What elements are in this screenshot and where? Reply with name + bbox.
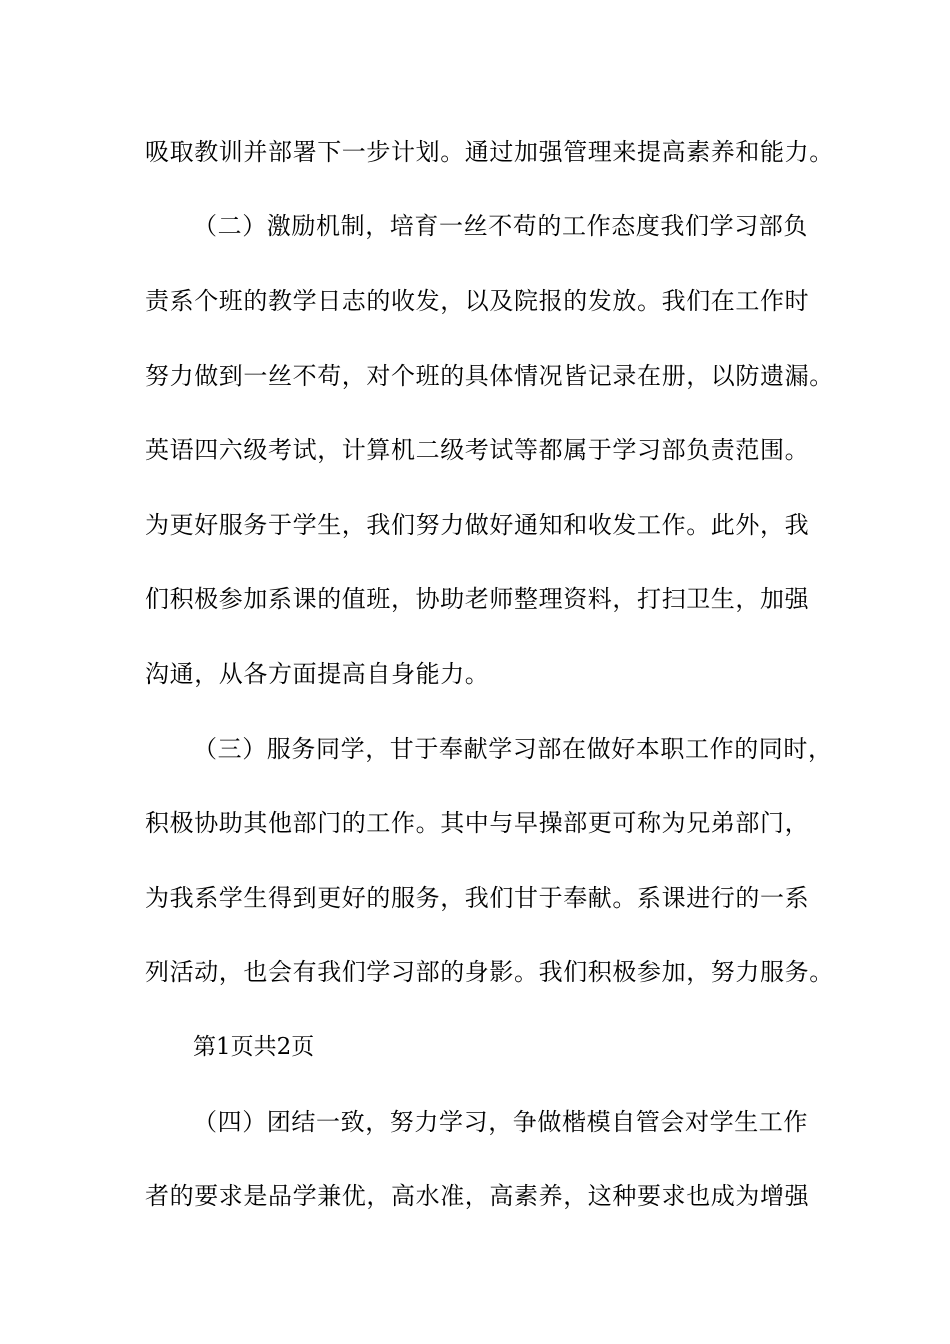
text-line-5: 英语四六级考试，计算机二级考试等都属于学习部负责范围。 (145, 436, 810, 464)
section-heading-4: （四）团结一致，努力学习，争做楷模自管会对学生工作 (193, 1108, 808, 1136)
text-line-3: 责系个班的教学日志的收发，以及院报的发放。我们在工作时 (145, 287, 810, 315)
section-heading-2: （二）激励机制，培育一丝不苟的工作态度我们学习部负 (193, 212, 808, 240)
text-line-4: 努力做到一丝不苟，对个班的具体情况皆记录在册，以防遗漏。 (145, 362, 834, 390)
text-line-12: 列活动，也会有我们学习部的身影。我们积极参加，努力服务。 (145, 958, 834, 986)
text-line-1: 吸取教训并部署下一步计划。通过加强管理来提高素养和能力。 (145, 138, 834, 166)
text-line-8: 沟通，从各方面提高自身能力。 (145, 660, 490, 688)
text-line-14: 者的要求是品学兼优，高水准，高素养，这种要求也成为增强 (145, 1182, 810, 1210)
page-indicator: 第1页共2页 (193, 1034, 315, 1060)
text-line-11: 为我系学生得到更好的服务，我们甘于奉献。系课进行的一系 (145, 884, 810, 912)
text-line-7: 们积极参加系课的值班，协助老师整理资料，打扫卫生，加强 (145, 585, 810, 613)
text-line-10: 积极协助其他部门的工作。其中与早操部更可称为兄弟部门， (145, 809, 810, 837)
text-line-6: 为更好服务于学生，我们努力做好通知和收发工作。此外，我 (145, 511, 810, 539)
section-heading-3: （三）服务同学，甘于奉献学习部在做好本职工作的同时， (193, 735, 833, 763)
